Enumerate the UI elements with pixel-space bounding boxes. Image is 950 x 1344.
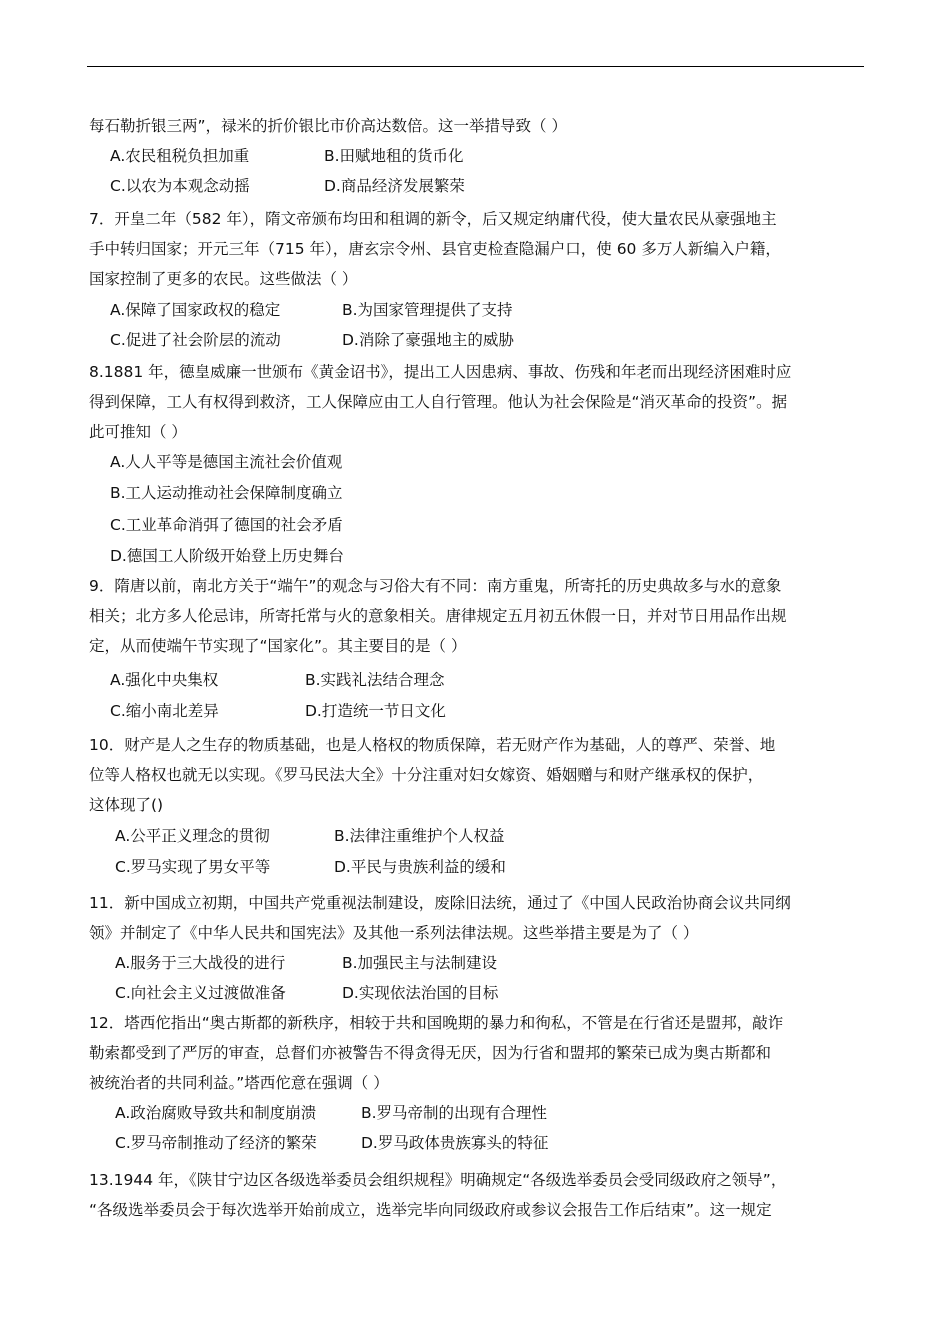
question-7-stem-line-3: 国家控制了更多的农民。这些做法（ ） xyxy=(89,270,358,288)
question-8-stem-line-1: 8.1881 年，德皇威廉一世颁布《黄金诏书》，提出工人因患病、事故、伤残和年老而出现经济困难时应 xyxy=(89,363,792,381)
question-6-option-a: A.农民租税负担加重 xyxy=(110,147,250,165)
question-9-stem-line-2: 相关；北方多人伦忌讳，所寄托常与火的意象相关。唐律规定五月初五休假一日，并对节日用品作出规 xyxy=(89,607,787,625)
question-10-stem-line-3: 这体现了() xyxy=(89,796,164,814)
question-9-stem-line-1: 9．隋唐以前，南北方关于“端午”的观念与习俗大有不同：南方重鬼，所寄托的历史典故多与水的意象 xyxy=(89,577,782,595)
question-11-option-a: A.服务于三大战役的进行 xyxy=(115,954,286,972)
question-9-option-b: B.实践礼法结合理念 xyxy=(305,671,445,689)
question-7-option-a: A.保障了国家政权的稳定 xyxy=(110,301,281,319)
question-12-stem-line-3: 被统治者的共同利益。”塔西佗意在强调（ ） xyxy=(89,1074,389,1092)
question-8-option-a: A.人人平等是德国主流社会价值观 xyxy=(110,453,343,471)
question-12-option-a: A.政治腐败导致共和制度崩溃 xyxy=(115,1104,317,1122)
question-8-option-d: D.德国工人阶级开始登上历史舞台 xyxy=(110,547,344,565)
question-10-stem-line-1: 10．财产是人之生存的物质基础，也是人格权的物质保障，若无财产作为基础，人的尊严、荣誉、地 xyxy=(89,736,776,754)
question-11-stem-line-1: 11．新中国成立初期，中国共产党重视法制建设，废除旧法统，通过了《中国人民政治协商会议共同纲 xyxy=(89,894,791,912)
question-6-option-b: B.田赋地租的货币化 xyxy=(324,147,464,165)
question-12-option-b: B.罗马帝制的出现有合理性 xyxy=(361,1104,548,1122)
question-8-stem-line-2: 得到保障，工人有权得到救济，工人保障应由工人自行管理。他认为社会保险是“消灭革命的投资”。据 xyxy=(89,393,788,411)
question-11-option-d: D.实现依法治国的目标 xyxy=(342,984,499,1002)
question-11-stem-line-2: 领》并制定了《中华人民共和国宪法》及其他一系列法律法规。这些举措主要是为了（ ） xyxy=(89,924,699,942)
question-7-option-c: C.促进了社会阶层的流动 xyxy=(110,331,281,349)
question-11-option-c: C.向社会主义过渡做准备 xyxy=(115,984,286,1002)
question-8-option-c: C.工业革命消弭了德国的社会矛盾 xyxy=(110,516,343,534)
question-7-option-b: B.为国家管理提供了支持 xyxy=(342,301,513,319)
question-9-option-a: A.强化中央集权 xyxy=(110,671,219,689)
question-10-option-a: A.公平正义理念的贯彻 xyxy=(115,827,270,845)
question-9-stem-line-3: 定，从而使端午节实现了“国家化”。其主要目的是（ ） xyxy=(89,637,467,655)
question-10-stem-line-2: 位等人格权也就无以实现。《罗马民法大全》十分注重对妇女嫁资、婚姻赠与和财产继承权的保护， xyxy=(89,766,764,784)
question-12-stem-line-2: 勒索都受到了严厉的审查，总督们亦被警告不得贪得无厌，因为行省和盟邦的繁荣已成为奥古斯都和 xyxy=(89,1044,772,1062)
question-6-option-c: C.以农为本观念动摇 xyxy=(110,177,250,195)
question-8-option-b: B.工人运动推动社会保障制度确立 xyxy=(110,484,343,502)
question-7-stem-line-1: 7．开皇二年（582 年），隋文帝颁布均田和租调的新令，后又规定纳庸代役，使大量农民从豪强地主 xyxy=(89,210,777,228)
question-12-option-c: C.罗马帝制推动了经济的繁荣 xyxy=(115,1134,317,1152)
question-6-option-d: D.商品经济发展繁荣 xyxy=(324,177,465,195)
question-7-stem-line-2: 手中转归国家；开元三年（715 年），唐玄宗令州、县官吏检查隐漏户口，使 60 多万人新编入户籍， xyxy=(89,240,781,258)
question-10-option-c: C.罗马实现了男女平等 xyxy=(115,858,271,876)
question-12-stem-line-1: 12．塔西佗指出“奥古斯都的新秩序，相较于共和国晚期的暴力和徇私，不管是在行省还是盟邦，敲诈 xyxy=(89,1014,784,1032)
header-rule xyxy=(87,66,864,67)
question-6-stem-end: 每石勒折银三两”，禄米的折价银比市价高达数倍。这一举措导致（ ） xyxy=(89,117,567,135)
question-10-option-d: D.平民与贵族利益的缓和 xyxy=(334,858,506,876)
question-10-option-b: B.法律注重维护个人权益 xyxy=(334,827,505,845)
question-13-stem-line-2: “各级选举委员会于每次选举开始前成立，选举完毕向同级政府或参议会报告工作后结束”。这一规定 xyxy=(89,1201,772,1219)
question-9-option-c: C.缩小南北差异 xyxy=(110,702,219,720)
question-9-option-d: D.打造统一节日文化 xyxy=(305,702,446,720)
question-11-option-b: B.加强民主与法制建设 xyxy=(342,954,498,972)
question-13-stem-line-1: 13.1944 年，《陕甘宁边区各级选举委员会组织规程》明确规定“各级选举委员会受同级政府之领导”， xyxy=(89,1171,787,1189)
question-8-stem-line-3: 此可推知（ ） xyxy=(89,423,187,441)
question-12-option-d: D.罗马政体贵族寡头的特征 xyxy=(361,1134,549,1152)
question-7-option-d: D.消除了豪强地主的威胁 xyxy=(342,331,514,349)
